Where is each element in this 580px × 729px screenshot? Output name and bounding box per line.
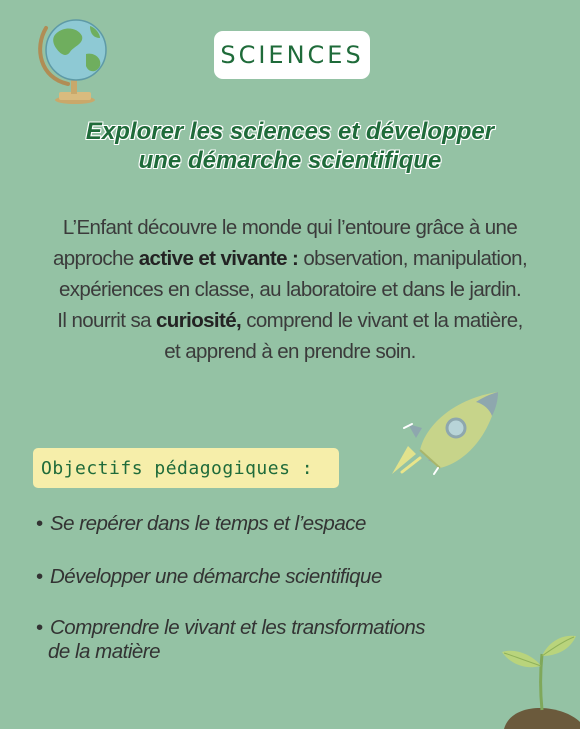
list-item-text: Développer une démarche scientifique <box>50 565 382 588</box>
list-item-text: Se repérer dans le temps et l’espace <box>50 512 366 535</box>
headline-line-1: Explorer les sciences et développer <box>85 118 495 145</box>
intro-paragraph <box>10 212 570 367</box>
sprout-icon <box>496 626 580 729</box>
list-item-text-continued: de la matière <box>48 640 161 663</box>
objectives-heading-badge <box>33 448 339 488</box>
headline-line-2: une démarche scientifique <box>138 147 442 174</box>
bullet-icon: • <box>36 565 43 588</box>
bullet-icon: • <box>36 512 43 535</box>
intro-line-2-suffix: observation, manipulation, <box>298 247 528 270</box>
rocket-icon <box>386 384 508 476</box>
intro-line-1: L’Enfant découvre le monde qui l’entoure grâce à une <box>62 216 518 239</box>
intro-line-2 <box>10 243 570 274</box>
list-item <box>36 565 516 589</box>
bullet-icon: • <box>36 616 43 639</box>
globe-icon <box>30 8 112 106</box>
list-item <box>36 512 516 536</box>
intro-line-4-suffix: comprend le vivant et la matière, <box>241 309 523 332</box>
page-title: SCIENCES <box>220 41 364 69</box>
intro-line-5: et apprend à en prendre soin. <box>164 340 416 363</box>
headline <box>20 117 560 175</box>
list-item <box>36 616 516 664</box>
objectives-heading: Objectifs pédagogiques : <box>41 457 314 479</box>
intro-line-2-prefix: approche <box>52 247 139 270</box>
intro-line-3: expériences en classe, au laboratoire et dans le jardin. <box>58 278 522 301</box>
intro-bold-active: active et vivante : <box>138 247 299 270</box>
intro-bold-curiosite: curiosité, <box>156 309 242 332</box>
intro-line-4 <box>10 305 570 336</box>
title-badge <box>214 31 370 79</box>
intro-line-4-prefix: Il nourrit sa <box>57 309 156 332</box>
list-item-text: Comprendre le vivant et les transformations <box>50 616 426 639</box>
